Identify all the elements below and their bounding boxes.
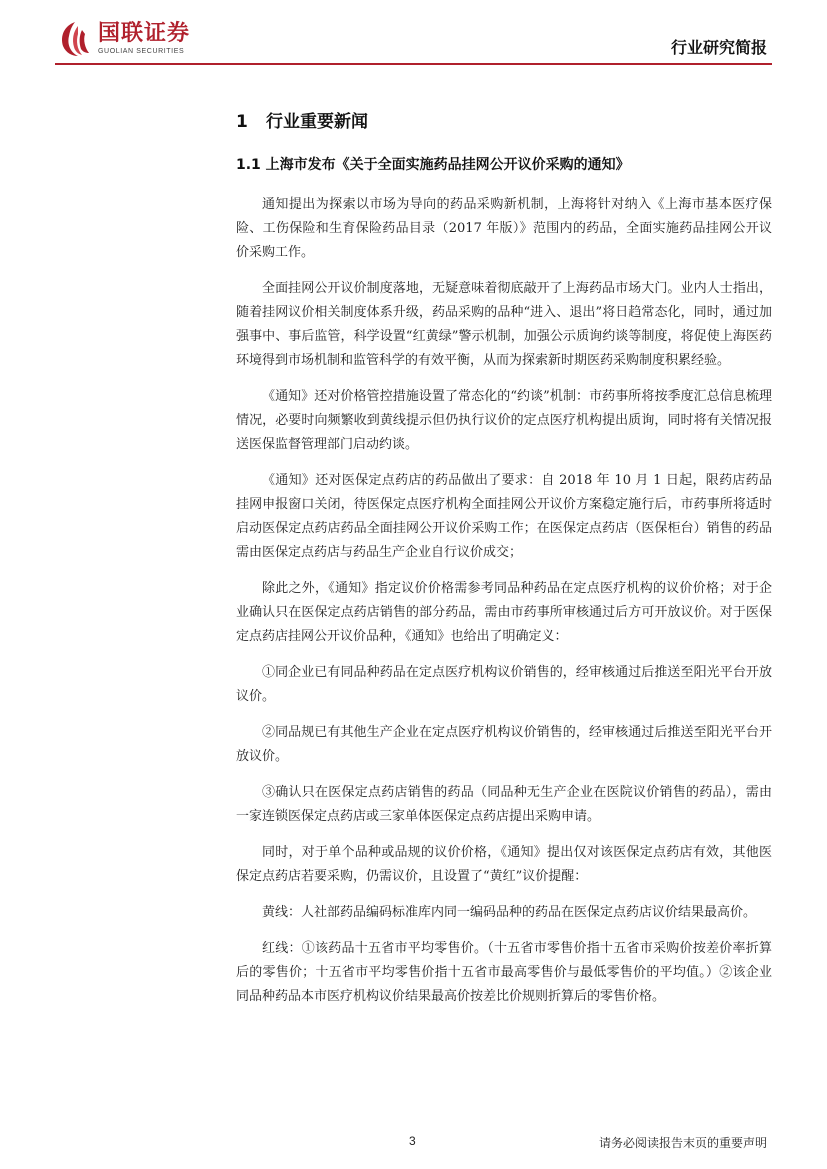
section-title: 行业重要新闻 [266,112,368,132]
yellow-line-paragraph: 黄线：人社部药品编码标准库内同一编码品种的药品在医保定点药店议价结果最高价。 [262,905,757,920]
body-paragraph: 《通知》还对价格管控措施设置了常态化的“约谈”机制：市药事所将按季度汇总信息梳理情况，必要时向频繁收到黄线提示但仍执行议价的定点医疗机构提出质询，同时将有关情况报送医保监督管理部门启动约谈。 [236,389,772,452]
body-paragraph: 全面挂网公开议价制度落地，无疑意味着彻底敲开了上海药品市场大门。业内人士指出，随着挂网议价相关制度体系升级，药品采购的品种“进入、退出”将日趋常态化，同时，通过加强事中、事后监管，科学设置“红黄绿”警示机制，加强公示质询约谈等制度，将促使上海医药环境得到市场机制和监管科学的有效平衡，从而为探索新时期医药采购制度积累经验。 [236,281,772,368]
section-heading [236,105,772,139]
body-paragraph: 同时，对于单个品种或品规的议价价格，《通知》提出仅对该医保定点药店有效，其他医保定点药店若要采购，仍需议价，且设置了“黄红”议价提醒： [236,845,772,884]
logo-english-name: GUOLIAN SECURITIES [98,47,185,55]
page-number: 3 [409,1134,416,1148]
report-type-label: 行业研究简报 [670,38,767,57]
red-line-paragraph: 红线：①该药品十五省市平均零售价。（十五省市零售价指十五省市采购价按差价率折算后的零售价；十五省市平均零售价指十五省市最高零售价与最低零售价的平均值。）②该企业同品种药品本市医疗机构议价结果最高价按差比价规则折算后的零售价格。 [236,941,772,1004]
logo-chinese-name: 国联证券 [98,20,191,46]
body-paragraph: 通知提出为探索以市场为导向的药品采购新机制，上海将针对纳入《上海市基本医疗保险、工伤保险和生育保险药品目录（2017 年版）》范围内的药品，全面实施药品挂网公开议价采购工作。 [236,197,772,260]
header-divider [55,63,772,65]
logo-emblem-icon [58,20,92,58]
guolian-logo [58,20,190,58]
subsection-heading: 1.1 上海市发布《关于全面实施药品挂网公开议价采购的通知》 [236,157,630,173]
page-header [0,0,827,70]
list-item-paragraph: ①同企业已有同品种药品在定点医疗机构议价销售的，经审核通过后推送至阳光平台开放议价。 [236,665,772,704]
body-paragraph: 除此之外，《通知》指定议价价格需参考同品种药品在定点医疗机构的议价价格；对于企业确认只在医保定点药店销售的部分药品，需由市药事所审核通过后方可开放议价。对于医保定点药店挂网公开议价品种，《通知》也给出了明确定义： [236,581,772,644]
list-item-paragraph: ③确认只在医保定点药店销售的药品（同品种无生产企业在医院议价销售的药品），需由一家连锁医保定点药店或三家单体医保定点药店提出采购申请。 [236,785,772,824]
list-item-paragraph: ②同品规已有其他生产企业在定点医疗机构议价销售的，经审核通过后推送至阳光平台开放议价。 [236,725,772,764]
section-number: 1 [236,112,248,132]
footer-disclaimer: 请务必阅读报告末页的重要声明 [598,1136,767,1150]
main-content [236,105,772,1009]
body-paragraph: 《通知》还对医保定点药店的药品做出了要求：自 2018 年 10 月 1 日起，限药店药品挂网申报窗口关闭，待医保定点医疗机构全面挂网公开议价方案稳定施行后，市药事所将适时启动医保定点药店药品全面挂网公开议价采购工作；在医保定点药店（医保柜台）销售的药品需由医保定点药店与药品生产企业自行议价成交； [236,473,772,560]
